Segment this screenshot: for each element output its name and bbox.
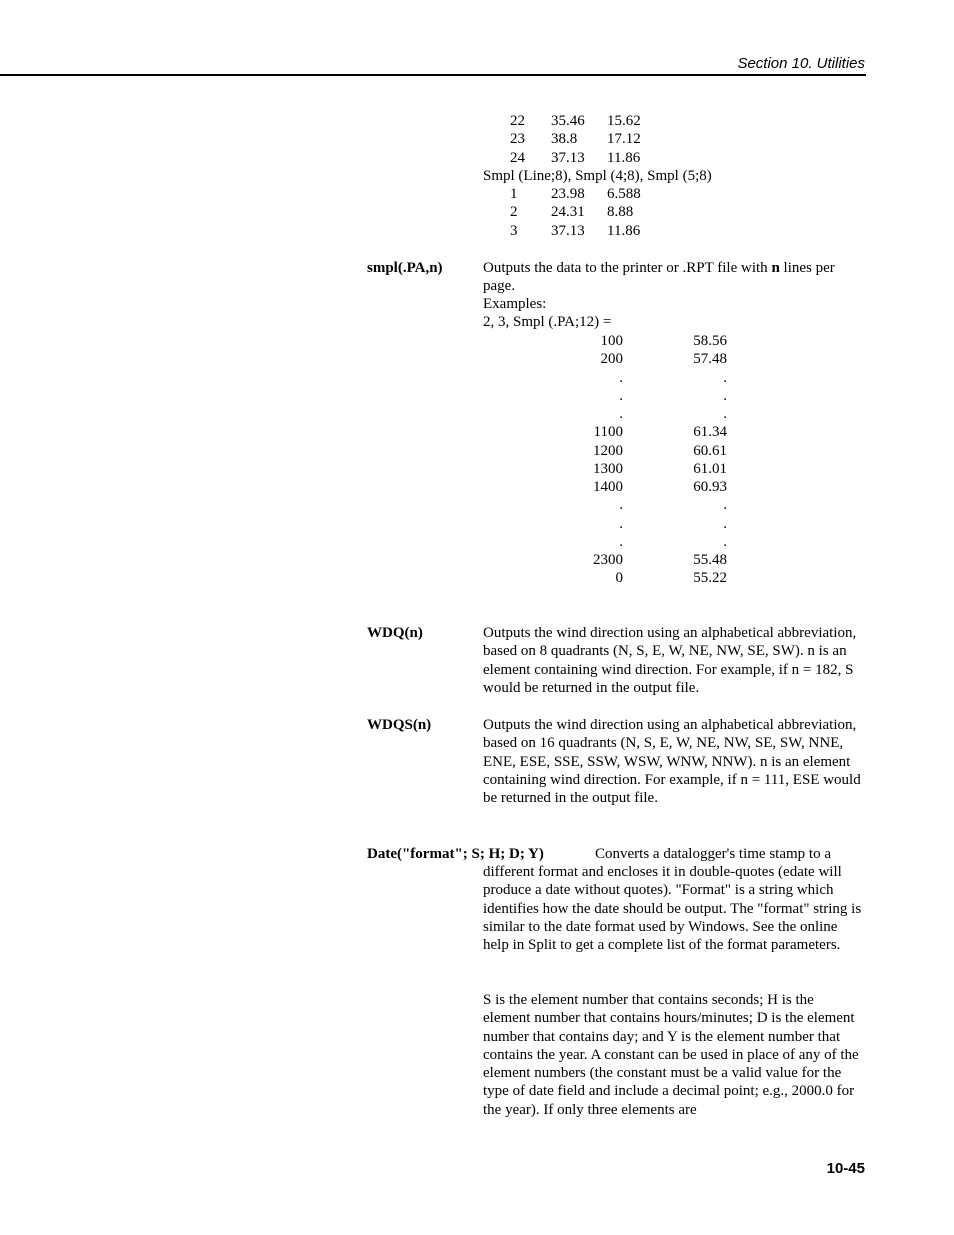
table-cell: 60.61: [693, 442, 727, 459]
header-rule: [0, 74, 866, 76]
table-cell: 37.13: [551, 222, 585, 239]
table-cell: 35.46: [551, 113, 585, 129]
table-cell: 1300: [593, 460, 623, 477]
table-cell: 24.31: [551, 204, 585, 221]
table-cell: 15.62: [607, 113, 641, 129]
table-cell: 23: [510, 131, 525, 148]
table-cell: .: [723, 497, 727, 514]
table-cell: 55.22: [693, 570, 727, 587]
date-description-first-line: Converts a datalogger's time stamp to a: [595, 846, 831, 862]
table-cell: 200: [600, 351, 623, 368]
table-cell: 55.48: [693, 552, 727, 568]
wdqs-term: WDQS(n): [367, 717, 432, 733]
table-cell: 38.8: [551, 131, 578, 148]
table-cell: 61.01: [693, 460, 727, 477]
date-description: different format and encloses it in double-quotes (edate will produce a date without quotes). "Format" is a string which identifies how the date should be output. The "format" string is similar to the date format used by Windows. See the online help in Split to get a complete list of the format parameters.: [483, 864, 862, 954]
table-cell: 1400: [593, 479, 623, 495]
page-number: 10-45: [826, 1160, 865, 1177]
table-cell: .: [619, 533, 623, 550]
date-description-para2: S is the element number that contains seconds; H is the element number that contains hours/minutes; D is the element number that contains day; and Y is the element number that contains the year. A constant can be used in place of any of the element numbers (the constant must be a valid value for the type of date field and include a decimal point; e.g., 2000.0 for the year). If only three elements are: [483, 992, 859, 1118]
table-cell: 11.86: [607, 149, 641, 166]
table-cell: 1100: [593, 424, 623, 441]
table-cell: 23.98: [551, 186, 585, 202]
table-cell: 1200: [593, 442, 623, 459]
table-cell: 2300: [593, 552, 623, 568]
table-cell: 0: [615, 570, 623, 587]
table-cell: 1: [510, 186, 518, 202]
example-call: 2, 3, Smpl (.PA;12) =: [483, 314, 612, 330]
table-cell: 8.88: [607, 204, 634, 221]
table-cell: .: [619, 387, 623, 404]
smpl-line-example: Smpl (Line;8), Smpl (4;8), Smpl (5;8): [483, 168, 712, 184]
table-cell: .: [723, 515, 727, 532]
table-cell: 24: [510, 149, 525, 166]
table-cell: 2: [510, 204, 518, 221]
table-cell: .: [723, 406, 727, 422]
table-cell: 58.56: [693, 333, 727, 349]
table-cell: 61.34: [693, 424, 727, 441]
table-cell: 3: [510, 222, 518, 239]
table-cell: 57.48: [693, 351, 727, 368]
smpl-pa-term: smpl(.PA,n): [367, 260, 443, 276]
table-cell: 6.588: [607, 186, 641, 202]
table-cell: .: [619, 497, 623, 514]
table-cell: 22: [510, 113, 525, 129]
table-cell: 100: [600, 333, 623, 349]
table-cell: 17.12: [607, 131, 641, 148]
table-cell: .: [723, 369, 727, 386]
table-cell: 60.93: [693, 479, 727, 495]
date-term: Date("format"; S; H; D; Y): [367, 846, 544, 862]
table-cell: 11.86: [607, 222, 641, 239]
wdqs-description: Outputs the wind direction using an alphabetical abbreviation, based on 16 quadrants (N, S, E, W, NE, NW, SE, SW, NNE, ENE, ESE, SSE, SSW, WSW, WNW, NNW). n is an element containing wind direction. For example, if n = 111, ESE would be returned in the output file.: [483, 717, 861, 807]
table-cell: .: [619, 369, 623, 386]
smpl-pa-description: Outputs the data to the printer or .RPT file with n lines per page.: [483, 260, 835, 295]
table-cell: .: [619, 515, 623, 532]
wdq-term: WDQ(n): [367, 625, 423, 641]
section-header: Section 10. Utilities: [737, 55, 865, 72]
wdq-description: Outputs the wind direction using an alphabetical abbreviation, based on 8 quadrants (N, S, E, W, NE, NW, SE, SW). n is an element containing wind direction. For example, if n = 182, S would be returned in the output file.: [483, 625, 857, 696]
table-cell: .: [723, 533, 727, 550]
table-cell: 37.13: [551, 149, 585, 166]
table-cell: .: [723, 387, 727, 404]
examples-label: Examples:: [483, 296, 547, 312]
table-cell: .: [619, 406, 623, 422]
